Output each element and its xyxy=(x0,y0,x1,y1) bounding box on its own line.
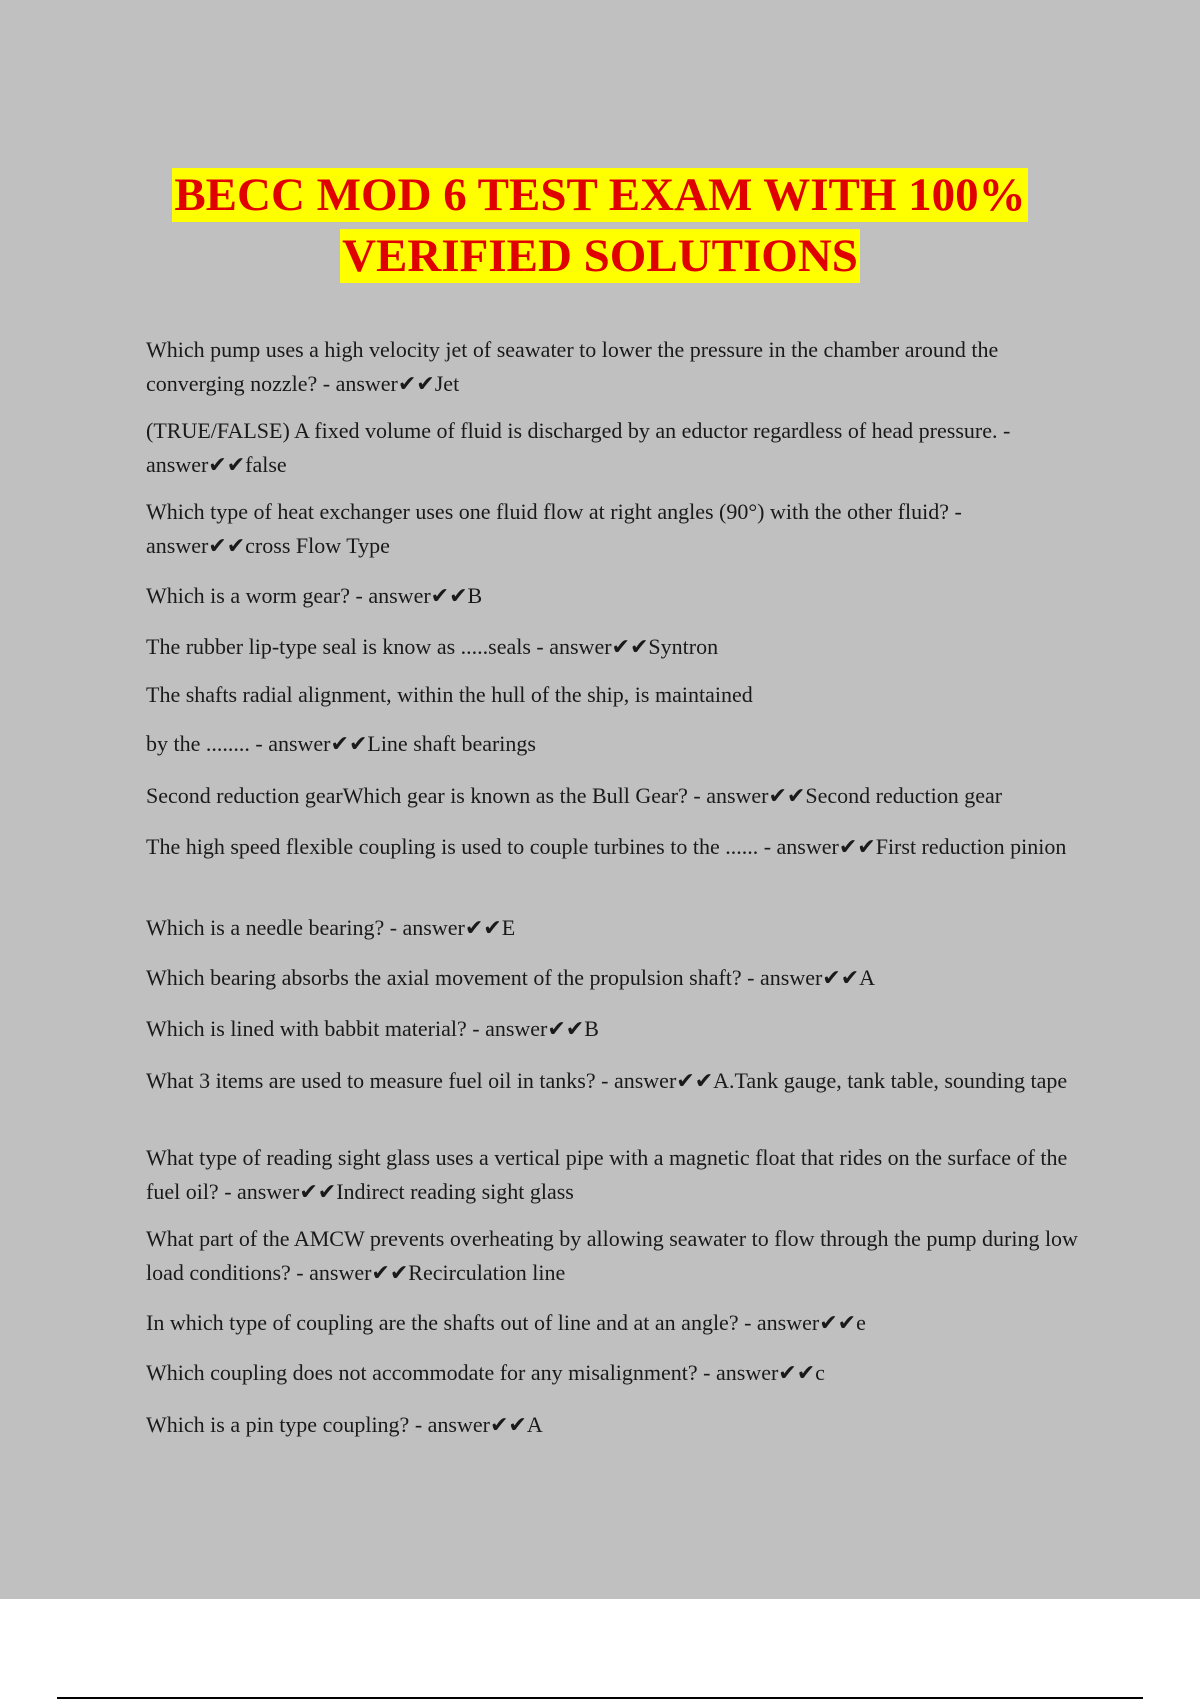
qa-item-3: Which type of heat exchanger uses one fluid flow at right angles (90°) with the other fluid? - answer✔✔cross Flow Type xyxy=(146,499,962,558)
title-line-1: BECC MOD 6 TEST EXAM WITH 100% xyxy=(174,169,1026,221)
qa-item-15: What part of the AMCW prevents overheating by allowing seawater to flow through the pump during low load conditions? - answer✔✔Recirculation line xyxy=(146,1226,1078,1285)
qa-item-2: (TRUE/FALSE) A fixed volume of fluid is discharged by an eductor regardless of head pressure. - answer✔✔false xyxy=(146,418,1011,477)
qa-item-11: Which bearing absorbs the axial movement of the propulsion shaft? - answer✔✔A xyxy=(146,965,876,990)
qa-item-14: What type of reading sight glass uses a vertical pipe with a magnetic float that rides on the surface of the fuel oil? - answer✔✔Indirect reading sight glass xyxy=(146,1145,1068,1204)
qa-item-17: Which coupling does not accommodate for any misalignment? - answer✔✔c xyxy=(146,1360,825,1385)
qa-item-13: What 3 items are used to measure fuel oil in tanks? - answer✔✔A.Tank gauge, tank table, sounding tape xyxy=(146,1068,1068,1093)
qa-item-16: In which type of coupling are the shafts out of line and at an angle? - answer✔✔e xyxy=(146,1310,866,1335)
qa-item-1: Which pump uses a high velocity jet of seawater to lower the pressure in the chamber around the converging nozzle? - answer✔✔Jet xyxy=(146,337,999,396)
qa-item-7: by the ........ - answer✔✔Line shaft bearings xyxy=(146,731,536,756)
qa-item-12: Which is lined with babbit material? - answer✔✔B xyxy=(146,1016,599,1041)
title-line-2: VERIFIED SOLUTIONS xyxy=(342,230,858,282)
qa-item-18: Which is a pin type coupling? - answer✔✔A xyxy=(146,1412,543,1437)
qa-item-4: Which is a worm gear? - answer✔✔B xyxy=(146,583,483,608)
qa-item-6: The shafts radial alignment, within the hull of the ship, is maintained xyxy=(146,682,753,707)
qa-item-9: The high speed flexible coupling is used to couple turbines to the ...... - answer✔✔First reduction pinion xyxy=(146,834,1067,859)
footer-divider xyxy=(57,1697,1143,1699)
page-title xyxy=(0,168,1200,290)
qa-item-10: Which is a needle bearing? - answer✔✔E xyxy=(146,915,516,940)
qa-item-5: The rubber lip-type seal is know as .....seals - answer✔✔Syntron xyxy=(146,634,719,659)
qa-item-8: Second reduction gearWhich gear is known as the Bull Gear? - answer✔✔Second reduction gear xyxy=(146,783,1003,808)
